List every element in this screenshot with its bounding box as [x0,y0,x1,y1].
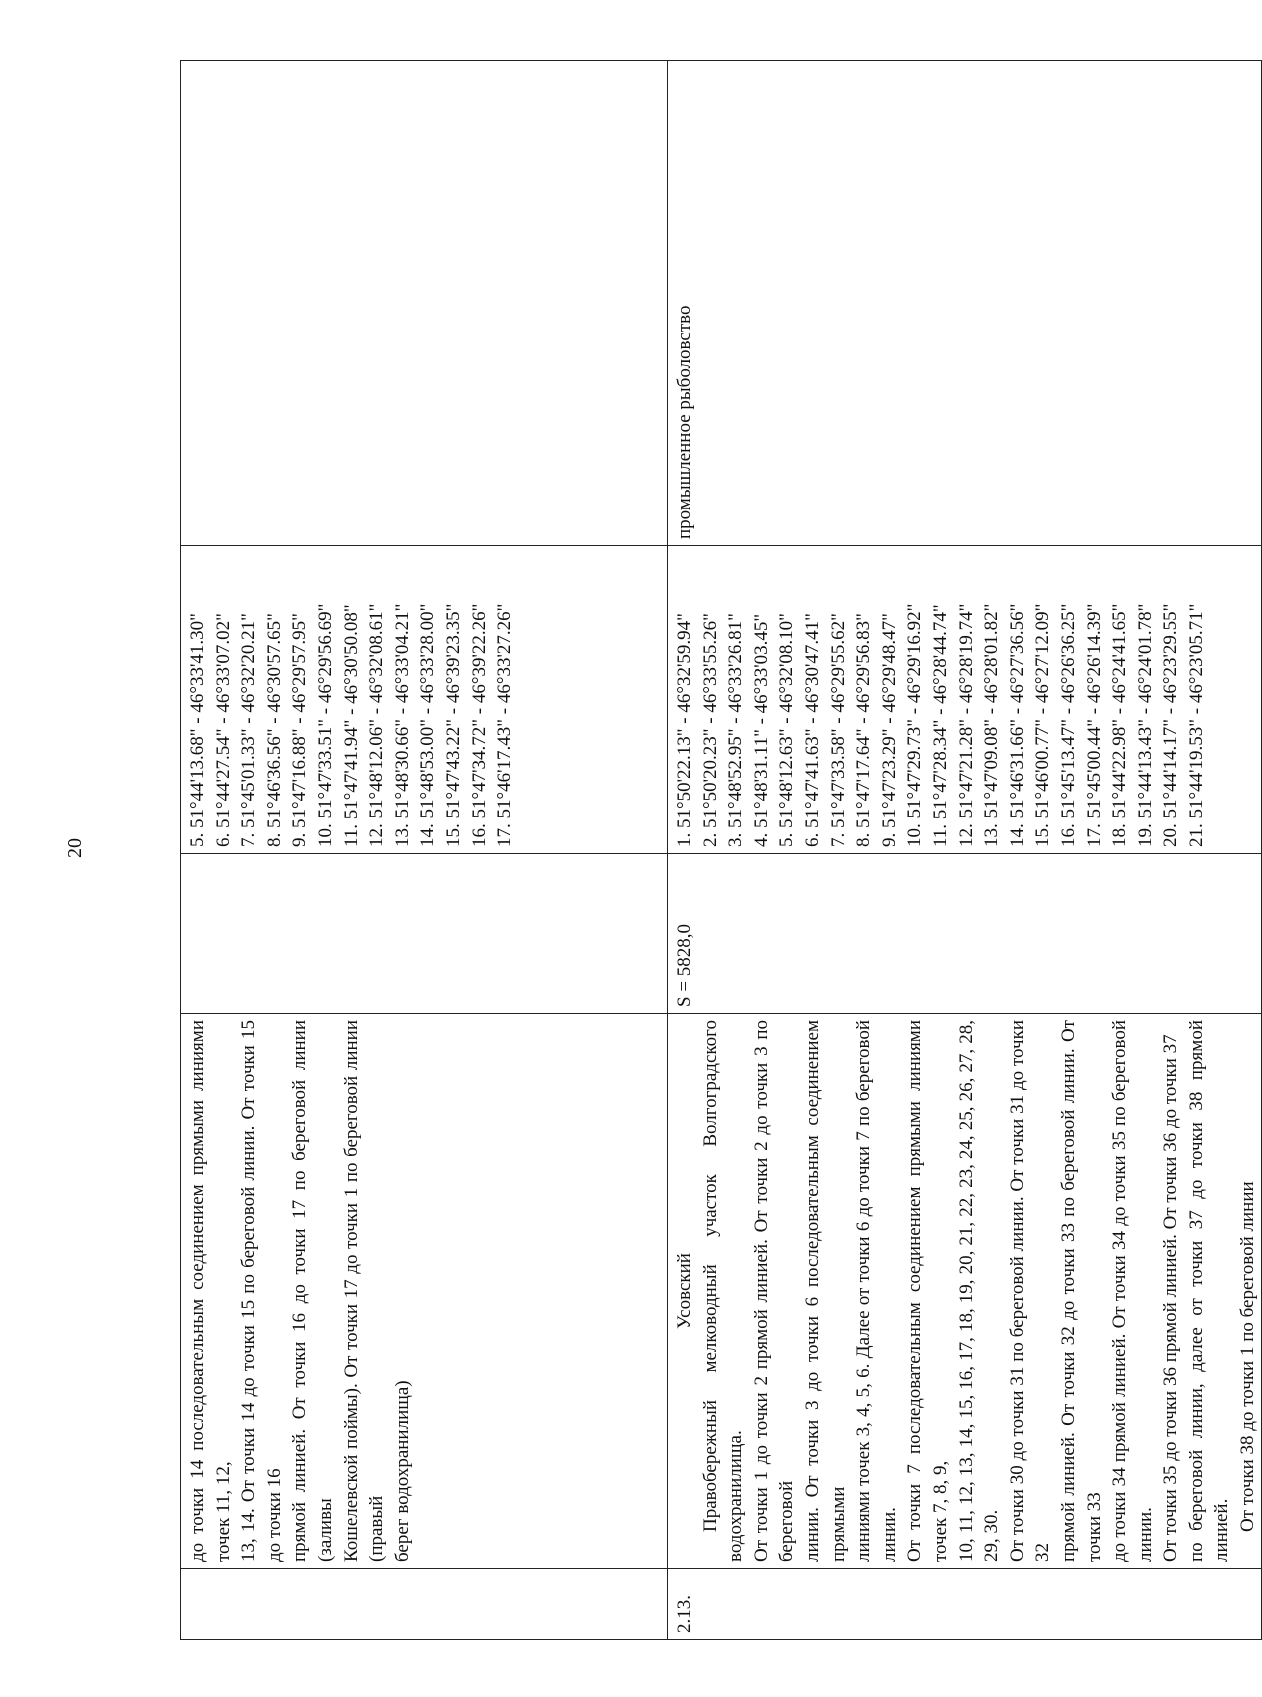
coordinate-line: 14. 51°46'31.66" - 46°27'36.56" [1006,603,1028,847]
description-line: 10, 11, 12, 13, 14, 15, 16, 17, 18, 19, 20, 21, 22, 23, 24, 25, 26, 27, 28, 29, 30. [955,1020,1003,1562]
coordinate-line: 15. 51°46'00.77" - 46°27'12.09" [1032,603,1054,847]
coordinate-line: 8. 51°47'17.64" - 46°29'56.83" [853,613,875,847]
coordinate-line: 1. 51°50'22.13" - 46°32'59.94" [674,613,695,847]
description-line: Кошелевской поймы). От точки 17 до точки 1 по береговой линии (правый [340,1020,388,1562]
coordinate-line: 8. 51°46'36.56" - 46°30'57.65" [263,613,285,847]
description-line: до точки 14 последовательным соединением прямыми линиями точек 11, 12, [187,1020,234,1562]
area-cell [181,854,668,1014]
coordinate-line: 20. 51°44'14.17" - 46°23'29.55" [1160,603,1182,847]
coordinate-line: 17. 51°45'00.44" - 46°26'14.39" [1083,603,1105,847]
coordinate-line: 10. 51°47'33.51" - 46°29'56.69" [314,603,336,847]
page-number: 20 [64,838,86,858]
description-line: От точки 35 до точки 36 прямой линией. От точки 36 до точки 37 [1160,1034,1182,1562]
coordinate-line: 13. 51°48'30.66" - 46°33'04.21" [391,603,413,847]
coordinate-line: 7. 51°47'33.58" - 46°29'55.62" [827,613,849,847]
document-sheet [180,60,1259,1640]
coordinate-line: 16. 51°45'13.47" - 46°26'36.25" [1057,603,1079,847]
coordinate-line: 5. 51°44'13.68" - 46°33'41.30" [187,613,208,847]
description-line: прямой линией. От точки 32 до точки 33 по береговой линии. От точки 33 [1057,1020,1105,1562]
coordinate-line: 21. 51°44'19.53" - 46°23'05.71" [1185,603,1207,847]
description-line: От точки 30 до точки 31 по береговой линии. От точки 31 до точки 32 [1006,1020,1054,1562]
row-number-cell [181,1569,668,1640]
coordinate-line: 3. 51°48'52.95" - 46°33'26.81" [725,613,747,847]
coordinate-line: 18. 51°44'22.98" - 46°24'41.65" [1109,603,1131,847]
coordinate-line: 7. 51°45'01.33" - 46°32'20.21" [238,613,260,847]
description-line: до точки 34 прямой линией. От точки 34 до точки 35 по береговой линии. [1109,1020,1156,1562]
coordinate-line: 13. 51°47'09.08" - 46°28'01.82" [981,603,1003,847]
description-line: От точки 38 до точки 1 по береговой линии [1237,1181,1259,1532]
coordinate-line: 16. 51°47'34.72" - 46°39'22.26" [468,603,490,847]
coordinate-line: 12. 51°48'12.06" - 46°32'08.61" [366,603,388,847]
boundary-description-cell [668,1014,1262,1569]
description-line: Правобережный мелководный участок Волгоградского водохранилища. [699,1020,747,1562]
coordinate-line: 5. 51°48'12.63" - 46°32'08.10" [776,613,798,847]
coordinate-line: 19. 51°44'13.43" - 46°24'01.78" [1134,603,1156,847]
area-title: Усовский [674,1253,695,1329]
description-line: линиями точек 3, 4, 5, 6. Далее от точки 6 до точки 7 по береговой линии. [853,1020,900,1562]
coordinate-line: 14. 51°48'53.00" - 46°33'28.00" [417,603,439,847]
table-row [668,61,1262,1640]
use-type-cell [181,61,668,546]
description-line: по береговой линии, далее от точки 37 до точки 38 прямой линией. [1185,1020,1233,1562]
coordinate-line: 6. 51°47'41.63" - 46°30'47.41" [801,613,823,847]
description-line: линии. От точки 3 до точки 6 последовательным соединением прямыми [801,1020,849,1562]
coordinate-line: 9. 51°47'23.29" - 46°29'48.47" [878,613,900,847]
fishing-areas-table [180,60,1262,1640]
coordinate-line: 9. 51°47'16.88" - 46°29'57.95" [289,613,311,847]
description-line: 13, 14. От точки 14 до точки 15 по береговой линии. От точки 15 до точки 16 [238,1020,285,1562]
coordinates-cell [668,546,1262,854]
coordinate-line: 17. 51°46'17.43" - 46°33'27.26" [494,603,516,847]
coordinate-line: 10. 51°47'29.73" - 46°29'16.92" [904,603,926,847]
row-number-cell: 2.13. [668,1569,1262,1640]
table-row [181,61,668,1640]
coordinate-line: 12. 51°47'21.28" - 46°28'19.74" [955,603,977,847]
coordinate-line: 11. 51°47'28.34" - 46°28'44.74" [929,604,951,847]
area-cell: S = 5828,0 [668,854,1262,1014]
coordinate-line: 6. 51°44'27.54" - 46°33'07.02" [212,613,234,847]
boundary-description-cell [181,1014,668,1569]
description-line: От точки 1 до точки 2 прямой линией. От точки 2 до точки 3 по береговой [750,1020,798,1562]
description-line: От точки 7 последовательным соединением прямыми линиями точек 7, 8, 9, [904,1020,951,1562]
description-line: берег водохранилища) [391,1380,413,1562]
coordinate-line: 4. 51°48'31.11" - 46°33'03.45" [750,613,772,847]
description-line: прямой линией. От точки 16 до точки 17 по береговой линии (заливы [289,1020,336,1562]
coordinates-cell [181,546,668,854]
coordinate-line: 15. 51°47'43.22" - 46°39'23.35" [442,603,464,847]
use-type-cell: промышленное рыболовство [668,61,1262,546]
coordinate-line: 2. 51°50'20.23" - 46°33'55.26" [699,613,721,847]
coordinate-line: 11. 51°47'41.94" - 46°30'50.08" [340,604,362,847]
